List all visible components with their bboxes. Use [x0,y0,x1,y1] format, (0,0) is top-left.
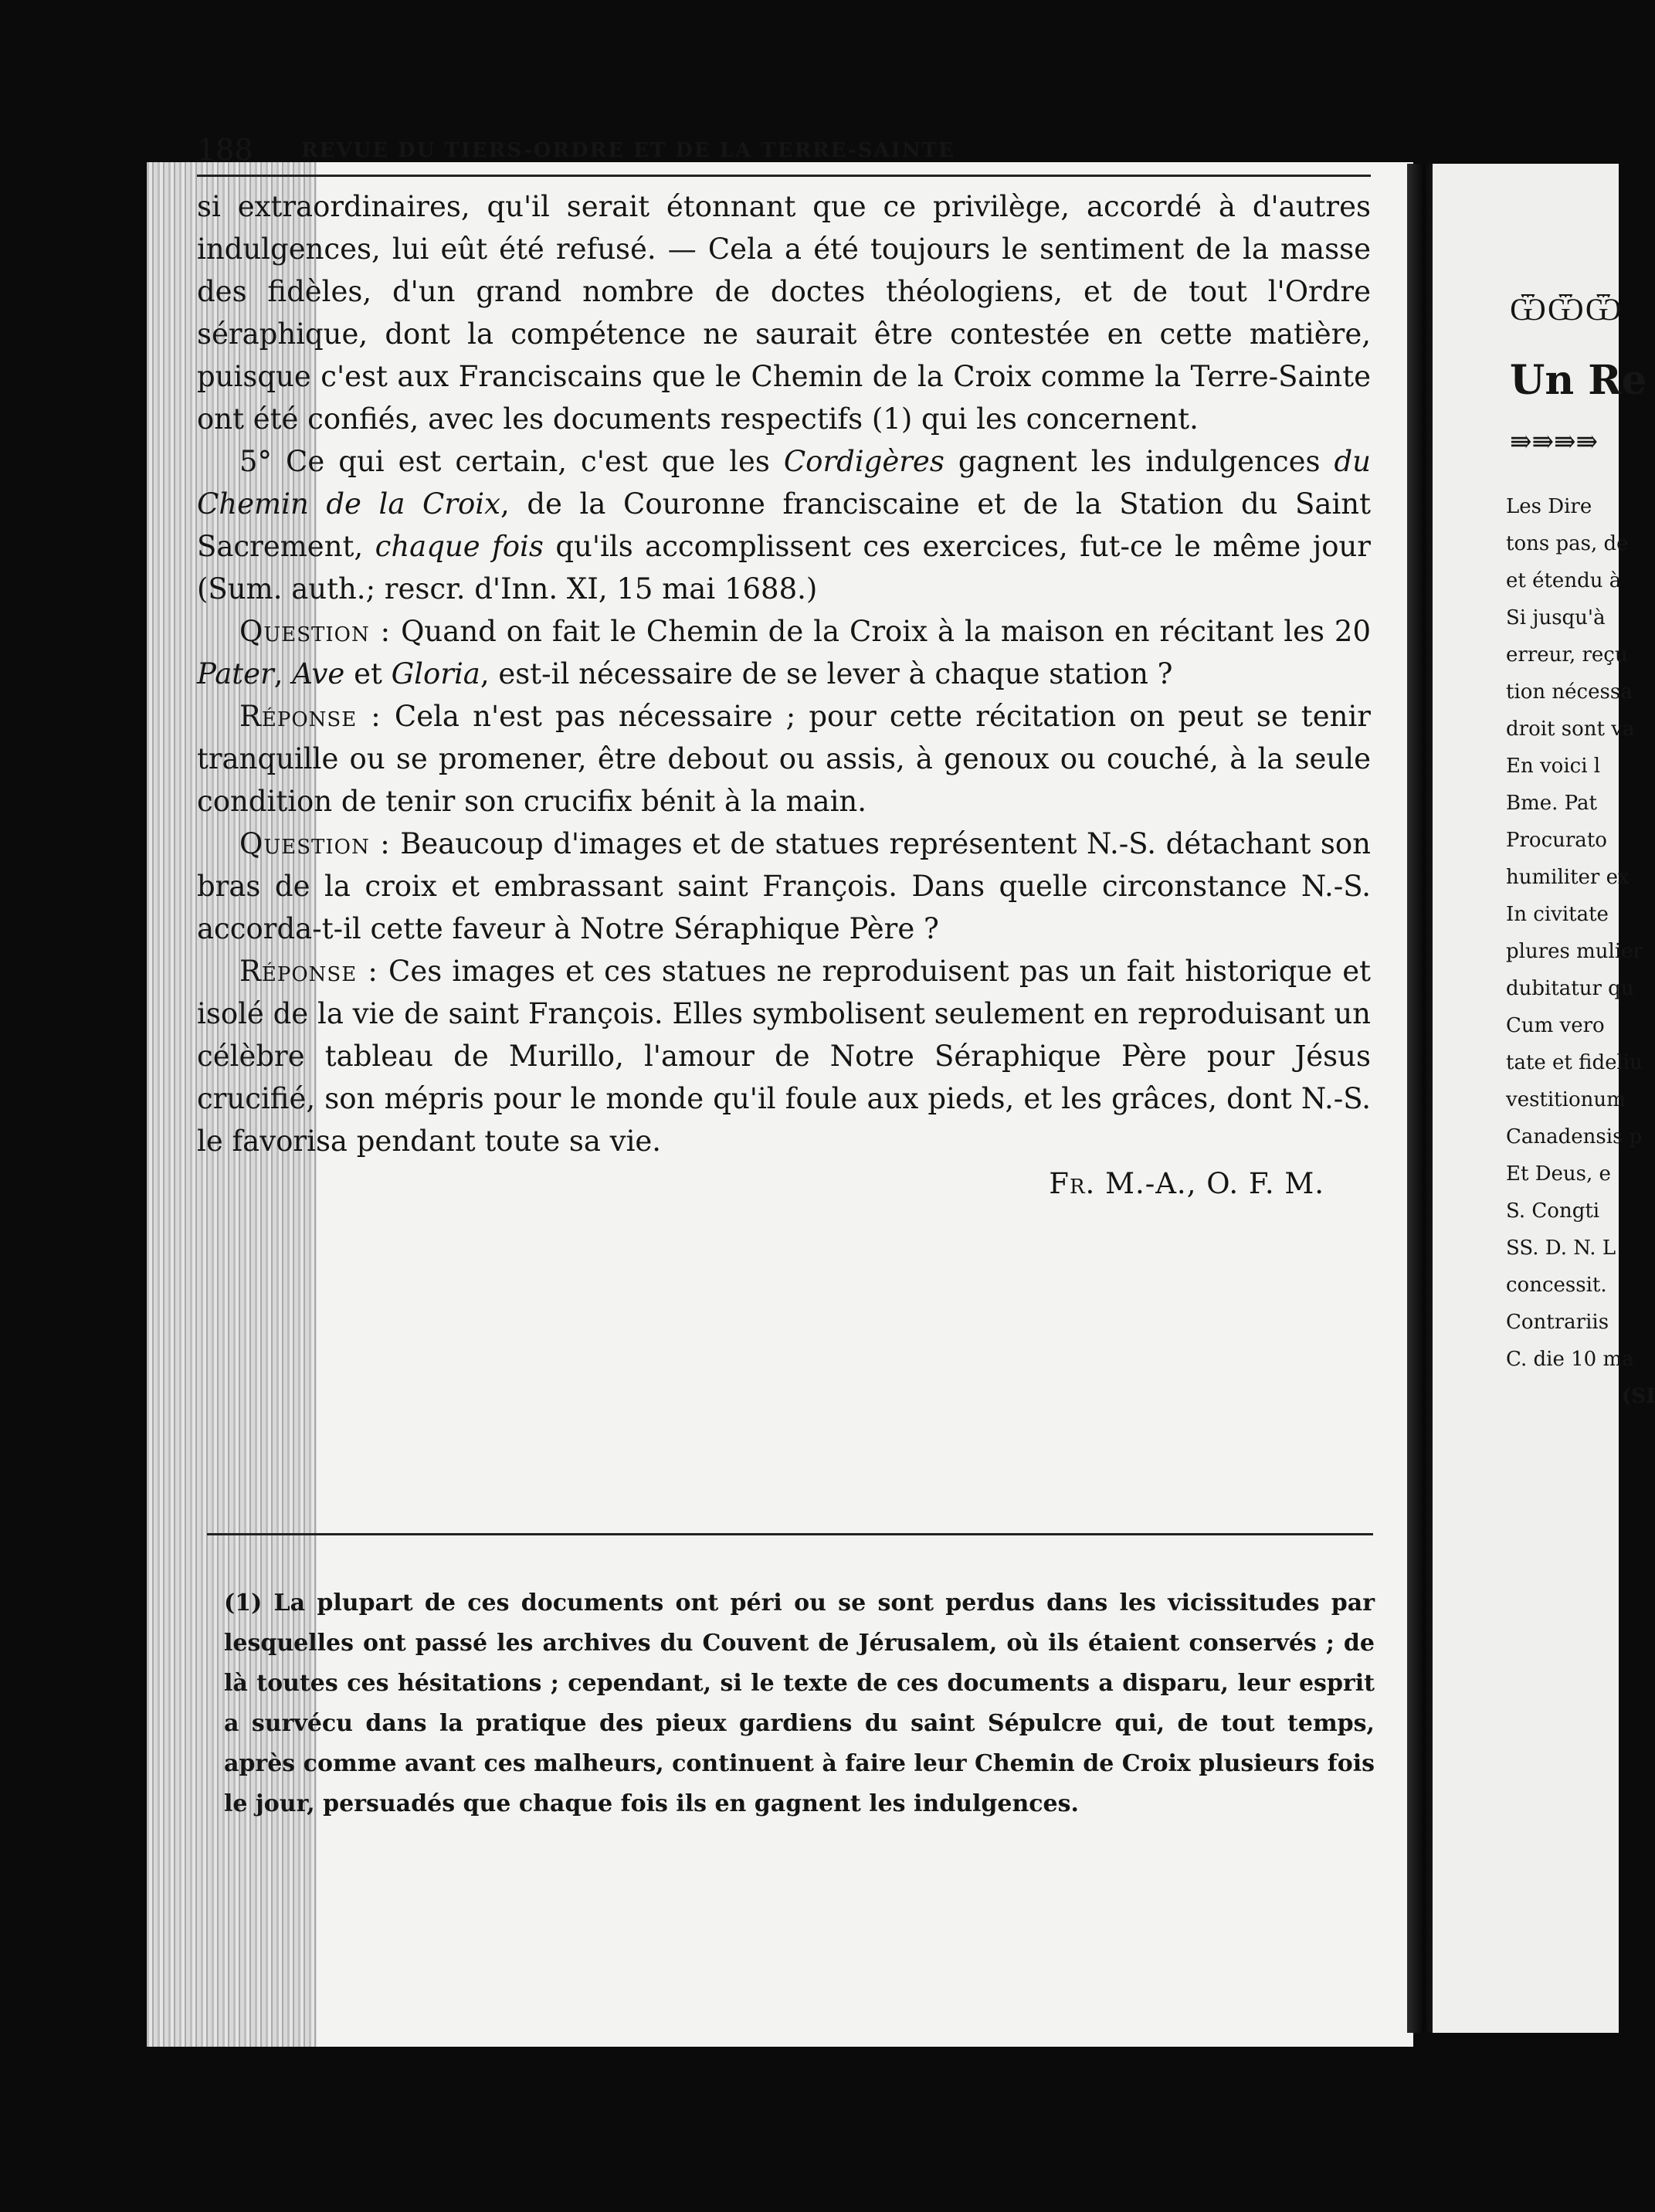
answer-1 [197,695,1371,823]
ornament-band: ѾѾѾ [1510,292,1623,327]
text-line: SS. D. N. L [1506,1237,1616,1260]
text-line: Procurato [1506,829,1607,852]
question-label: Question : [239,827,391,860]
text-line: Bme. Pat [1506,792,1597,815]
italic-run: Gloria [391,657,480,690]
italic-run: Ave [292,657,345,690]
text-line: plures mulier [1506,940,1643,963]
paragraph-cordigeres [197,440,1371,610]
text-line: En voici l [1506,755,1601,778]
italic-run: Cordigères [783,445,945,478]
book-gutter [1407,164,1435,2033]
text-line: Cum vero [1506,1014,1605,1037]
text-line: (SI [1622,1385,1655,1408]
text-line: Contrariis [1506,1311,1609,1334]
italic-run: Pater [197,657,274,690]
text-line: humiliter ex [1506,866,1630,889]
text-line: Canadensis p [1506,1125,1643,1148]
text-run: qu'ils accomplissent ces exercices, fut-ce le même jour (Sum. auth.; rescr. d'Inn. XI, 15 mai 1688.) [197,530,1371,606]
text-run: et [344,657,392,690]
right-page-text [1506,488,1655,1415]
signature: Fr. M.-A., O. F. M. [1049,1167,1324,1200]
text-line: C. die 10 ma [1506,1348,1634,1371]
footnote: (1) La plupart de ces documents ont péri ou se sont perdus dans les vicissitudes par lesquelles ont passé les archives du Couvent de Jérusalem, où ils étaient conservés ; de là toutes ces hésitations ; cependant, si le texte de ces documents a disparu, leur esprit a survécu dans la pratique des pieux gardiens du saint Sépulcre qui, de tout temps, après comme avant ces malheurs, continuent à faire leur Chemin de Croix plusieurs fois le jour, persuadés que chaque fois ils en gagnent les indulgences. [224,1589,1375,1817]
italic-run: chaque fois [375,530,544,563]
answer-label: Réponse : [239,700,382,733]
text-run: 5° Ce qui est certain, c'est que les [239,445,784,478]
text-line: S. Congti [1506,1199,1600,1223]
left-page [197,133,1413,2047]
text-run: gagnent les indulgences [944,445,1335,478]
italic-run: du Chemin de la Croix [197,445,1371,521]
text-line: tion nécessa [1506,680,1633,704]
text-line: Les Dire [1506,495,1592,518]
text-run: , [273,657,293,690]
question-1 [197,610,1371,695]
paragraph-continuation: si extraordinaires, qu'il serait étonnant que ce privilège, accordé à d'autres indulgences, lui eût été refusé. — Cela a été toujours le sentiment de la masse des fidèles, d'un grand nombre de doctes théologiens, et de tout l'Ordre séraphique, dont la compétence ne saurait être contestée en cette matière, puisque c'est aux Franciscains que le Chemin de la Croix comme la Terre-Sainte ont été confiés, avec les documents respectifs (1) qui les concernent. [197,190,1371,436]
text-run: , de la Couronne franciscaine et de la Station du Saint Sacrement, [197,487,1371,563]
text-run: Ces images et ces statues ne reproduisent pas un fait historique et isolé de la vie de saint François. Elles symbolisent seulement en reproduisant un célèbre tableau de Murillo, l'amour de Notre Séraphique Père pour Jésus crucifié, son mépris pour le monde qu'il foule aux pieds, et les grâces, dont N.-S. le favorisa pendant toute sa vie. [197,955,1371,1158]
text-line: In civitate [1506,903,1609,926]
text-line: tons pas, de [1506,532,1629,555]
right-page-title: Un Re [1510,357,1647,404]
text-line: Et Deus, e [1506,1162,1611,1186]
header-rule [197,175,1371,177]
question-2 [197,823,1371,950]
answer-2 [197,950,1371,1162]
text-run: Quand on fait le Chemin de la Croix à la maison en récitant les 20 [391,615,1371,648]
text-line: concessit. [1506,1274,1607,1297]
text-line: dubitatur qu [1506,977,1634,1000]
text-line: et étendu à [1506,569,1622,592]
text-line: vestitionum [1506,1088,1626,1111]
text-run: Beaucoup d'images et de statues représentent N.-S. détachant son bras de la croix et embrassant saint François. Dans quelle circonstance N.-S. accorda-t-il cette faveur à Notre Séraphique Père ? [197,827,1371,945]
text-line: droit sont va [1506,718,1635,741]
right-page-partial [1433,164,1655,2033]
arrow-ornament: ⇛⇛⇛⇛ [1510,426,1598,457]
article-body [197,185,1371,1205]
text-run: Cela n'est pas nécessaire ; pour cette récitation on peut se tenir tranquille ou se promener, être debout ou assis, à genoux ou couché, à la seule condition de tenir son crucifix bénit à la main. [197,700,1371,818]
footnote-rule [207,1533,1373,1535]
running-title: REVUE DU TIERS-ORDRE ET DE LA TERRE-SAINTE [301,139,955,162]
text-run: , est-il nécessaire de se lever à chaque station ? [480,657,1173,690]
answer-label: Réponse : [239,955,378,988]
page-number: 188 [197,133,253,167]
text-line: tate et fideliu [1506,1051,1643,1074]
text-line: erreur, reçu [1506,643,1628,667]
page-header [197,131,1371,178]
question-label: Question : [239,615,392,648]
text-line: Si jusqu'à [1506,606,1606,629]
